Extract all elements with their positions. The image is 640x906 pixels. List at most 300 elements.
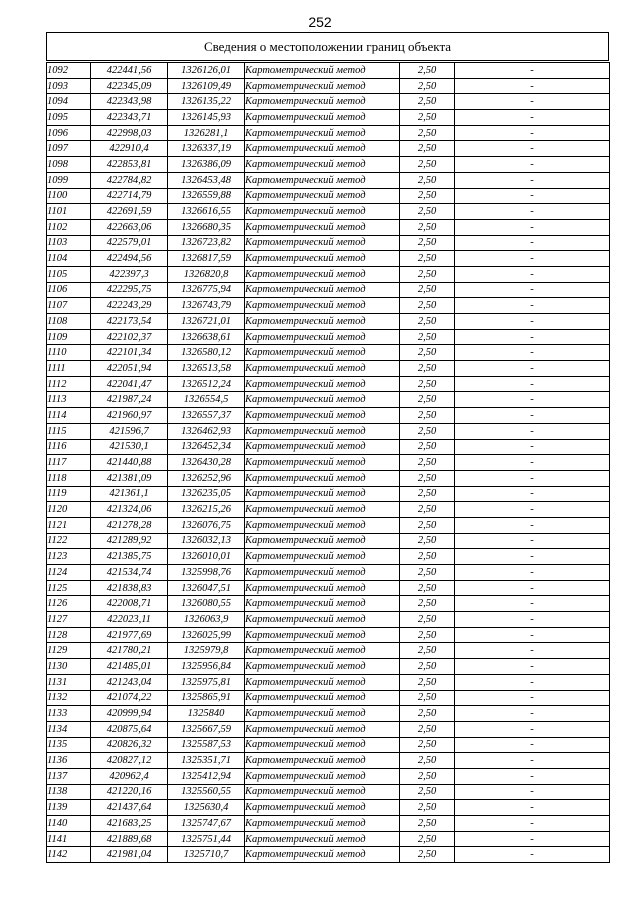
x-coordinate-cell: 421981,04 — [91, 847, 168, 863]
method-cell: Картометрический метод — [245, 784, 400, 800]
method-cell: Картометрический метод — [245, 329, 400, 345]
method-cell: Картометрический метод — [245, 627, 400, 643]
point-number-cell: 1120 — [47, 502, 91, 518]
point-number-cell: 1116 — [47, 439, 91, 455]
x-coordinate-cell: 421361,1 — [91, 486, 168, 502]
point-number-cell: 1102 — [47, 219, 91, 235]
table-row — [47, 78, 610, 94]
y-coordinate-cell: 1325956,84 — [168, 659, 245, 675]
table-row — [47, 643, 610, 659]
method-cell: Картометрический метод — [245, 251, 400, 267]
accuracy-cell: 2,50 — [400, 784, 455, 800]
description-cell: - — [455, 251, 610, 267]
accuracy-cell: 2,50 — [400, 361, 455, 377]
table-row — [47, 345, 610, 361]
y-coordinate-cell: 1325560,55 — [168, 784, 245, 800]
y-coordinate-cell: 1326453,48 — [168, 172, 245, 188]
point-number-cell: 1129 — [47, 643, 91, 659]
section-title: Сведения о местоположении границ объекта — [46, 32, 609, 61]
x-coordinate-cell: 422663,06 — [91, 219, 168, 235]
description-cell: - — [455, 392, 610, 408]
method-cell: Картометрический метод — [245, 502, 400, 518]
y-coordinate-cell: 1325975,81 — [168, 674, 245, 690]
point-number-cell: 1132 — [47, 690, 91, 706]
accuracy-cell: 2,50 — [400, 721, 455, 737]
method-cell: Картометрический метод — [245, 596, 400, 612]
x-coordinate-cell: 422441,56 — [91, 63, 168, 79]
y-coordinate-cell: 1326109,49 — [168, 78, 245, 94]
accuracy-cell: 2,50 — [400, 502, 455, 518]
accuracy-cell: 2,50 — [400, 706, 455, 722]
x-coordinate-cell: 421324,06 — [91, 502, 168, 518]
method-cell: Картометрический метод — [245, 706, 400, 722]
method-cell: Картометрический метод — [245, 721, 400, 737]
accuracy-cell: 2,50 — [400, 674, 455, 690]
table-row — [47, 533, 610, 549]
accuracy-cell: 2,50 — [400, 517, 455, 533]
accuracy-cell: 2,50 — [400, 439, 455, 455]
table-row — [47, 659, 610, 675]
accuracy-cell: 2,50 — [400, 251, 455, 267]
accuracy-cell: 2,50 — [400, 329, 455, 345]
accuracy-cell: 2,50 — [400, 78, 455, 94]
description-cell: - — [455, 486, 610, 502]
accuracy-cell: 2,50 — [400, 643, 455, 659]
table-row — [47, 423, 610, 439]
table-row — [47, 266, 610, 282]
accuracy-cell: 2,50 — [400, 188, 455, 204]
x-coordinate-cell: 421977,69 — [91, 627, 168, 643]
accuracy-cell: 2,50 — [400, 470, 455, 486]
x-coordinate-cell: 422051,94 — [91, 361, 168, 377]
y-coordinate-cell: 1326430,28 — [168, 455, 245, 471]
description-cell: - — [455, 78, 610, 94]
y-coordinate-cell: 1326145,93 — [168, 110, 245, 126]
method-cell: Картометрический метод — [245, 94, 400, 110]
x-coordinate-cell: 422691,59 — [91, 204, 168, 220]
accuracy-cell: 2,50 — [400, 847, 455, 863]
description-cell: - — [455, 847, 610, 863]
description-cell: - — [455, 455, 610, 471]
description-cell: - — [455, 627, 610, 643]
description-cell: - — [455, 172, 610, 188]
point-number-cell: 1118 — [47, 470, 91, 486]
accuracy-cell: 2,50 — [400, 94, 455, 110]
x-coordinate-cell: 421289,92 — [91, 533, 168, 549]
description-cell: - — [455, 125, 610, 141]
x-coordinate-cell: 422343,98 — [91, 94, 168, 110]
table-row — [47, 627, 610, 643]
table-row — [47, 251, 610, 267]
method-cell: Картометрический метод — [245, 753, 400, 769]
x-coordinate-cell: 422243,29 — [91, 298, 168, 314]
table-row — [47, 219, 610, 235]
point-number-cell: 1137 — [47, 768, 91, 784]
y-coordinate-cell: 1325998,76 — [168, 565, 245, 581]
method-cell: Картометрический метод — [245, 172, 400, 188]
description-cell: - — [455, 235, 610, 251]
point-number-cell: 1097 — [47, 141, 91, 157]
accuracy-cell: 2,50 — [400, 423, 455, 439]
table-row — [47, 517, 610, 533]
accuracy-cell: 2,50 — [400, 141, 455, 157]
y-coordinate-cell: 1325351,71 — [168, 753, 245, 769]
method-cell: Картометрический метод — [245, 580, 400, 596]
x-coordinate-cell: 420827,12 — [91, 753, 168, 769]
accuracy-cell: 2,50 — [400, 110, 455, 126]
x-coordinate-cell: 421838,83 — [91, 580, 168, 596]
y-coordinate-cell: 1326386,09 — [168, 157, 245, 173]
table-row — [47, 502, 610, 518]
description-cell: - — [455, 533, 610, 549]
table-row — [47, 63, 610, 79]
accuracy-cell: 2,50 — [400, 831, 455, 847]
y-coordinate-cell: 1325979,8 — [168, 643, 245, 659]
table-row — [47, 800, 610, 816]
accuracy-cell: 2,50 — [400, 345, 455, 361]
boundary-points-body — [47, 63, 610, 863]
y-coordinate-cell: 1326235,05 — [168, 486, 245, 502]
point-number-cell: 1101 — [47, 204, 91, 220]
point-number-cell: 1107 — [47, 298, 91, 314]
method-cell: Картометрический метод — [245, 408, 400, 424]
y-coordinate-cell: 1326281,1 — [168, 125, 245, 141]
point-number-cell: 1117 — [47, 455, 91, 471]
description-cell: - — [455, 188, 610, 204]
y-coordinate-cell: 1326680,35 — [168, 219, 245, 235]
x-coordinate-cell: 421889,68 — [91, 831, 168, 847]
y-coordinate-cell: 1325630,4 — [168, 800, 245, 816]
accuracy-cell: 2,50 — [400, 690, 455, 706]
method-cell: Картометрический метод — [245, 188, 400, 204]
description-cell: - — [455, 502, 610, 518]
point-number-cell: 1099 — [47, 172, 91, 188]
description-cell: - — [455, 517, 610, 533]
description-cell: - — [455, 800, 610, 816]
method-cell: Картометрический метод — [245, 549, 400, 565]
table-row — [47, 188, 610, 204]
method-cell: Картометрический метод — [245, 800, 400, 816]
x-coordinate-cell: 422102,37 — [91, 329, 168, 345]
x-coordinate-cell: 422494,56 — [91, 251, 168, 267]
description-cell: - — [455, 831, 610, 847]
point-number-cell: 1103 — [47, 235, 91, 251]
y-coordinate-cell: 1325751,44 — [168, 831, 245, 847]
point-number-cell: 1140 — [47, 816, 91, 832]
description-cell: - — [455, 706, 610, 722]
y-coordinate-cell: 1325865,91 — [168, 690, 245, 706]
x-coordinate-cell: 422101,34 — [91, 345, 168, 361]
table-row — [47, 329, 610, 345]
description-cell: - — [455, 63, 610, 79]
y-coordinate-cell: 1326032,13 — [168, 533, 245, 549]
table-row — [47, 235, 610, 251]
method-cell: Картометрический метод — [245, 392, 400, 408]
method-cell: Картометрический метод — [245, 831, 400, 847]
method-cell: Картометрический метод — [245, 63, 400, 79]
accuracy-cell: 2,50 — [400, 612, 455, 628]
x-coordinate-cell: 421385,75 — [91, 549, 168, 565]
method-cell: Картометрический метод — [245, 439, 400, 455]
accuracy-cell: 2,50 — [400, 768, 455, 784]
description-cell: - — [455, 816, 610, 832]
table-row — [47, 721, 610, 737]
point-number-cell: 1125 — [47, 580, 91, 596]
table-row — [47, 314, 610, 330]
point-number-cell: 1122 — [47, 533, 91, 549]
x-coordinate-cell: 421437,64 — [91, 800, 168, 816]
y-coordinate-cell: 1326743,79 — [168, 298, 245, 314]
method-cell: Картометрический метод — [245, 737, 400, 753]
accuracy-cell: 2,50 — [400, 376, 455, 392]
x-coordinate-cell: 421683,25 — [91, 816, 168, 832]
table-row — [47, 94, 610, 110]
table-row — [47, 376, 610, 392]
x-coordinate-cell: 422784,82 — [91, 172, 168, 188]
method-cell: Картометрический метод — [245, 235, 400, 251]
method-cell: Картометрический метод — [245, 690, 400, 706]
accuracy-cell: 2,50 — [400, 753, 455, 769]
description-cell: - — [455, 141, 610, 157]
table-row — [47, 439, 610, 455]
y-coordinate-cell: 1326512,24 — [168, 376, 245, 392]
point-number-cell: 1133 — [47, 706, 91, 722]
table-row — [47, 282, 610, 298]
table-row — [47, 674, 610, 690]
table-row — [47, 612, 610, 628]
description-cell: - — [455, 690, 610, 706]
x-coordinate-cell: 422295,75 — [91, 282, 168, 298]
point-number-cell: 1094 — [47, 94, 91, 110]
table-row — [47, 141, 610, 157]
table-row — [47, 470, 610, 486]
accuracy-cell: 2,50 — [400, 737, 455, 753]
point-number-cell: 1093 — [47, 78, 91, 94]
point-number-cell: 1128 — [47, 627, 91, 643]
method-cell: Картометрический метод — [245, 847, 400, 863]
description-cell: - — [455, 298, 610, 314]
x-coordinate-cell: 421485,01 — [91, 659, 168, 675]
accuracy-cell: 2,50 — [400, 455, 455, 471]
accuracy-cell: 2,50 — [400, 486, 455, 502]
point-number-cell: 1142 — [47, 847, 91, 863]
y-coordinate-cell: 1326337,19 — [168, 141, 245, 157]
method-cell: Картометрический метод — [245, 470, 400, 486]
method-cell: Картометрический метод — [245, 110, 400, 126]
description-cell: - — [455, 549, 610, 565]
accuracy-cell: 2,50 — [400, 392, 455, 408]
y-coordinate-cell: 1326557,37 — [168, 408, 245, 424]
point-number-cell: 1095 — [47, 110, 91, 126]
accuracy-cell: 2,50 — [400, 800, 455, 816]
accuracy-cell: 2,50 — [400, 533, 455, 549]
description-cell: - — [455, 784, 610, 800]
x-coordinate-cell: 422008,71 — [91, 596, 168, 612]
point-number-cell: 1134 — [47, 721, 91, 737]
table-row — [47, 392, 610, 408]
y-coordinate-cell: 1326462,93 — [168, 423, 245, 439]
table-row — [47, 753, 610, 769]
point-number-cell: 1124 — [47, 565, 91, 581]
point-number-cell: 1112 — [47, 376, 91, 392]
x-coordinate-cell: 422998,03 — [91, 125, 168, 141]
point-number-cell: 1127 — [47, 612, 91, 628]
y-coordinate-cell: 1325840 — [168, 706, 245, 722]
point-number-cell: 1114 — [47, 408, 91, 424]
y-coordinate-cell: 1326559,88 — [168, 188, 245, 204]
table-row — [47, 172, 610, 188]
y-coordinate-cell: 1325412,94 — [168, 768, 245, 784]
point-number-cell: 1100 — [47, 188, 91, 204]
description-cell: - — [455, 470, 610, 486]
description-cell: - — [455, 580, 610, 596]
method-cell: Картометрический метод — [245, 314, 400, 330]
point-number-cell: 1123 — [47, 549, 91, 565]
x-coordinate-cell: 422397,3 — [91, 266, 168, 282]
method-cell: Картометрический метод — [245, 533, 400, 549]
y-coordinate-cell: 1326616,55 — [168, 204, 245, 220]
y-coordinate-cell: 1326063,9 — [168, 612, 245, 628]
accuracy-cell: 2,50 — [400, 125, 455, 141]
accuracy-cell: 2,50 — [400, 266, 455, 282]
description-cell: - — [455, 721, 610, 737]
y-coordinate-cell: 1326076,75 — [168, 517, 245, 533]
table-row — [47, 408, 610, 424]
x-coordinate-cell: 422714,79 — [91, 188, 168, 204]
point-number-cell: 1113 — [47, 392, 91, 408]
accuracy-cell: 2,50 — [400, 204, 455, 220]
table-row — [47, 361, 610, 377]
description-cell: - — [455, 674, 610, 690]
point-number-cell: 1130 — [47, 659, 91, 675]
y-coordinate-cell: 1326820,8 — [168, 266, 245, 282]
description-cell: - — [455, 659, 610, 675]
y-coordinate-cell: 1325587,53 — [168, 737, 245, 753]
table-row — [47, 690, 610, 706]
x-coordinate-cell: 421220,16 — [91, 784, 168, 800]
method-cell: Картометрический метод — [245, 565, 400, 581]
point-number-cell: 1115 — [47, 423, 91, 439]
point-number-cell: 1104 — [47, 251, 91, 267]
method-cell: Картометрический метод — [245, 345, 400, 361]
y-coordinate-cell: 1326580,12 — [168, 345, 245, 361]
y-coordinate-cell: 1326252,96 — [168, 470, 245, 486]
y-coordinate-cell: 1326721,01 — [168, 314, 245, 330]
y-coordinate-cell: 1326135,22 — [168, 94, 245, 110]
method-cell: Картометрический метод — [245, 157, 400, 173]
table-row — [47, 831, 610, 847]
y-coordinate-cell: 1326025,99 — [168, 627, 245, 643]
accuracy-cell: 2,50 — [400, 596, 455, 612]
description-cell: - — [455, 94, 610, 110]
y-coordinate-cell: 1326126,01 — [168, 63, 245, 79]
accuracy-cell: 2,50 — [400, 627, 455, 643]
method-cell: Картометрический метод — [245, 659, 400, 675]
table-row — [47, 298, 610, 314]
x-coordinate-cell: 420999,94 — [91, 706, 168, 722]
table-row — [47, 816, 610, 832]
description-cell: - — [455, 408, 610, 424]
table-row — [47, 455, 610, 471]
x-coordinate-cell: 421074,22 — [91, 690, 168, 706]
description-cell: - — [455, 643, 610, 659]
method-cell: Картометрический метод — [245, 816, 400, 832]
y-coordinate-cell: 1325667,59 — [168, 721, 245, 737]
y-coordinate-cell: 1326638,61 — [168, 329, 245, 345]
x-coordinate-cell: 422023,11 — [91, 612, 168, 628]
x-coordinate-cell: 421960,97 — [91, 408, 168, 424]
description-cell: - — [455, 157, 610, 173]
y-coordinate-cell: 1326010,01 — [168, 549, 245, 565]
method-cell: Картометрический метод — [245, 376, 400, 392]
description-cell: - — [455, 565, 610, 581]
x-coordinate-cell: 421534,74 — [91, 565, 168, 581]
point-number-cell: 1110 — [47, 345, 91, 361]
accuracy-cell: 2,50 — [400, 157, 455, 173]
method-cell: Картометрический метод — [245, 266, 400, 282]
accuracy-cell: 2,50 — [400, 816, 455, 832]
y-coordinate-cell: 1326047,51 — [168, 580, 245, 596]
accuracy-cell: 2,50 — [400, 298, 455, 314]
table-row — [47, 157, 610, 173]
point-number-cell: 1105 — [47, 266, 91, 282]
y-coordinate-cell: 1325710,7 — [168, 847, 245, 863]
description-cell: - — [455, 753, 610, 769]
x-coordinate-cell: 421381,09 — [91, 470, 168, 486]
point-number-cell: 1139 — [47, 800, 91, 816]
point-number-cell: 1106 — [47, 282, 91, 298]
method-cell: Картометрический метод — [245, 423, 400, 439]
x-coordinate-cell: 422343,71 — [91, 110, 168, 126]
accuracy-cell: 2,50 — [400, 408, 455, 424]
point-number-cell: 1135 — [47, 737, 91, 753]
table-row — [47, 580, 610, 596]
method-cell: Картометрический метод — [245, 282, 400, 298]
point-number-cell: 1121 — [47, 517, 91, 533]
description-cell: - — [455, 423, 610, 439]
method-cell: Картометрический метод — [245, 219, 400, 235]
accuracy-cell: 2,50 — [400, 580, 455, 596]
description-cell: - — [455, 345, 610, 361]
method-cell: Картометрический метод — [245, 768, 400, 784]
table-row — [47, 125, 610, 141]
method-cell: Картометрический метод — [245, 612, 400, 628]
x-coordinate-cell: 421780,21 — [91, 643, 168, 659]
x-coordinate-cell: 422853,81 — [91, 157, 168, 173]
accuracy-cell: 2,50 — [400, 63, 455, 79]
table-row — [47, 549, 610, 565]
description-cell: - — [455, 110, 610, 126]
description-cell: - — [455, 314, 610, 330]
y-coordinate-cell: 1326554,5 — [168, 392, 245, 408]
method-cell: Картометрический метод — [245, 141, 400, 157]
x-coordinate-cell: 422041,47 — [91, 376, 168, 392]
point-number-cell: 1092 — [47, 63, 91, 79]
y-coordinate-cell: 1325747,67 — [168, 816, 245, 832]
accuracy-cell: 2,50 — [400, 314, 455, 330]
description-cell: - — [455, 361, 610, 377]
point-number-cell: 1096 — [47, 125, 91, 141]
accuracy-cell: 2,50 — [400, 565, 455, 581]
method-cell: Картометрический метод — [245, 361, 400, 377]
x-coordinate-cell: 421243,04 — [91, 674, 168, 690]
method-cell: Картометрический метод — [245, 643, 400, 659]
accuracy-cell: 2,50 — [400, 549, 455, 565]
page-number: 252 — [308, 14, 332, 30]
x-coordinate-cell: 422910,4 — [91, 141, 168, 157]
x-coordinate-cell: 420826,32 — [91, 737, 168, 753]
description-cell: - — [455, 329, 610, 345]
